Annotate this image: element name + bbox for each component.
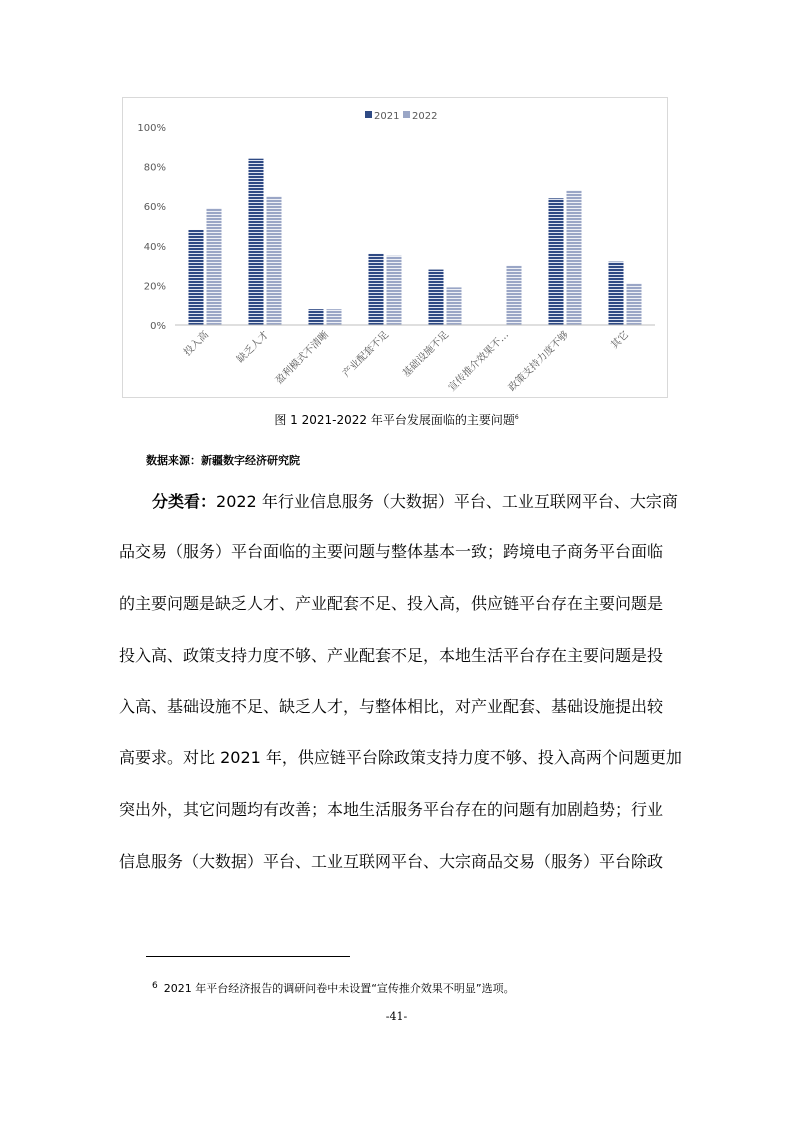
body-line: 入高、基础设施不足、缺乏人才，与整体相比，对产业配套、基础设施提出较 (119, 697, 664, 716)
bar-2021-6 (549, 198, 564, 325)
bar-2021-2 (309, 309, 324, 325)
x-tick-label: 盈利模式不清晰 (273, 329, 332, 387)
y-tick-label: 0% (150, 321, 166, 332)
body-line: 突出外，其它问题均有改善；本地生活服务平台存在的问题有加剧趋势；行业 (119, 800, 664, 819)
x-tick-label: 产业配套不足 (340, 329, 392, 380)
body-line: 的主要问题是缺乏人才、产业配套不足、投入高，供应链平台存在主要问题是 (119, 594, 664, 613)
bar-2022-1 (267, 196, 282, 325)
bar-2022-3 (387, 256, 402, 325)
y-tick-label: 100% (137, 123, 166, 134)
footnote-ref: 6 (514, 414, 519, 421)
footnote (152, 980, 515, 996)
y-tick-label: 60% (143, 202, 166, 214)
legend-label-2021: 2021 (374, 111, 400, 122)
figure-caption-text: 图 1 2021-2022 年平台发展面临的主要问题 (274, 413, 515, 427)
bar-2022-4 (447, 287, 462, 325)
x-tick-label: 政策支持力度不够 (506, 329, 572, 394)
y-tick-label: 40% (143, 241, 166, 253)
page-number: -41- (385, 1010, 408, 1023)
bar-2021-4 (429, 270, 444, 325)
footnote-separator (146, 956, 350, 957)
data-source-note: 数据来源：新疆数字经济研究院 (146, 454, 300, 467)
bar-chart (123, 98, 669, 399)
bar-2021-3 (369, 254, 384, 325)
bar-2021-7 (609, 262, 624, 325)
bar-2022-0 (207, 208, 222, 325)
x-tick-label: 其它 (609, 329, 632, 352)
y-tick-label: 80% (143, 162, 166, 174)
x-tick-label: 缺乏人才 (235, 329, 272, 366)
y-tick-label: 20% (143, 281, 166, 293)
x-tick-label: 基础设施不足 (400, 329, 452, 380)
x-tick-label: 投入高 (182, 329, 212, 359)
bar-2022-6 (567, 190, 582, 325)
footnote-text: 2021 年平台经济报告的调研问卷中未设置“宣传推介效果不明显”选项。 (163, 982, 515, 995)
bar-2022-5 (507, 266, 522, 325)
legend-label-2022: 2022 (412, 111, 438, 122)
figure-caption (0, 411, 793, 428)
body-line: 投入高、政策支持力度不够、产业配套不足，本地生活平台存在主要问题是投 (119, 646, 664, 665)
bar-2022-7 (627, 283, 642, 325)
footnote-mark: 6 (152, 981, 158, 991)
chart-frame (122, 97, 668, 398)
x-tick-label: 宣传推介效果不… (446, 329, 512, 394)
bar-2021-0 (189, 230, 204, 325)
body-line: 信息服务（大数据）平台、工业互联网平台、大宗商品交易（服务）平台除政 (119, 852, 664, 871)
body-line: 高要求。对比 2021 年，供应链平台除政策支持力度不够、投入高两个问题更加 (119, 748, 682, 767)
body-line: 品交易（服务）平台面临的主要问题与整体基本一致；跨境电子商务平台面临 (119, 542, 664, 561)
body-line: 分类看：2022 年行业信息服务（大数据）平台、工业互联网平台、大宗商 (152, 492, 678, 511)
lead-label: 分类看： (152, 492, 217, 511)
legend-swatch-2022 (403, 111, 410, 118)
legend-swatch-2021 (365, 111, 372, 118)
bar-2021-1 (249, 159, 264, 325)
bar-2022-2 (327, 309, 342, 325)
